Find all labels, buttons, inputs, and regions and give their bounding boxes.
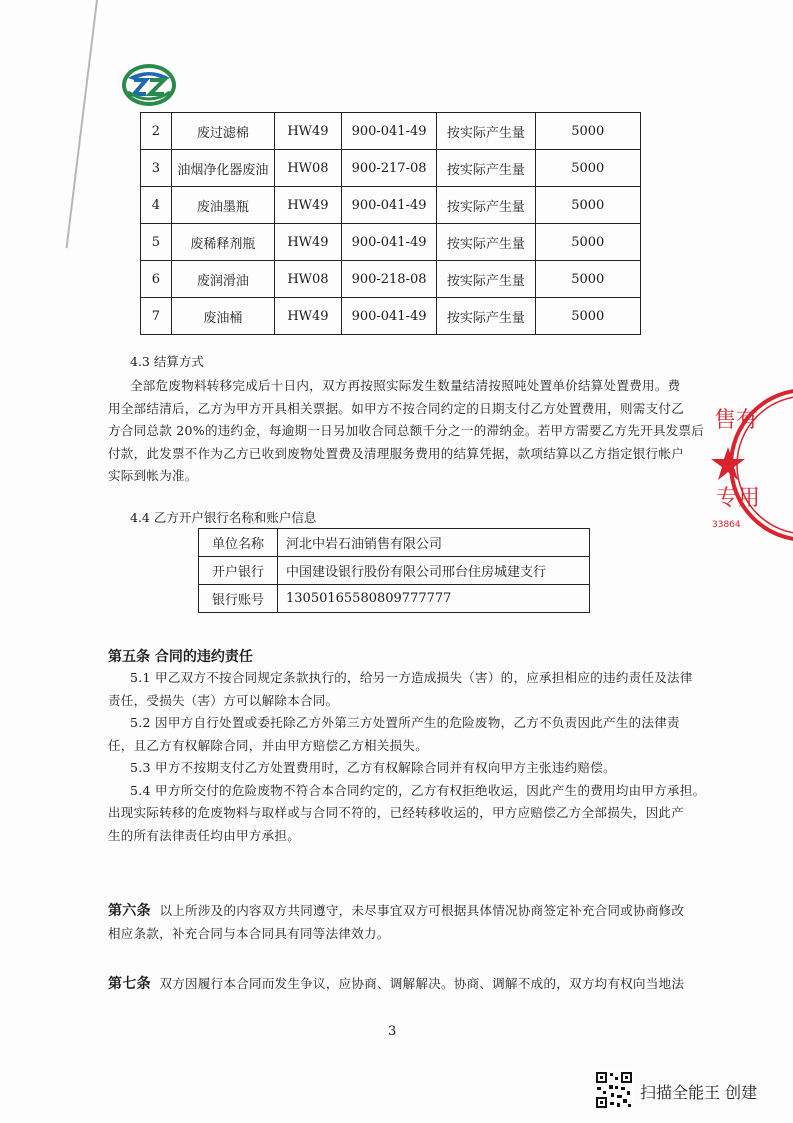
bank-row	[199, 585, 590, 613]
article-5-heading: 第五条 合同的违约责任	[108, 649, 253, 665]
bank-key: 开户银行	[199, 557, 278, 585]
bank-info-table	[198, 528, 590, 613]
article-5-line: 5.3 甲方不按期支付乙方处置费用时，乙方有权解除合同并有权向甲方主张违约赔偿。	[130, 760, 616, 775]
svg-text:33864: 33864	[712, 520, 741, 530]
waste-name: 废润滑油	[171, 261, 274, 298]
row-number: 3	[141, 150, 172, 187]
waste-code: 900-217-08	[341, 150, 436, 187]
red-seal-stamp-icon	[706, 385, 793, 545]
waste-category: HW08	[275, 261, 342, 298]
article-5-line: 5.4 甲方所交付的危险废物不符合本合同约定的，乙方有权拒绝收运，因此产生的费用均由甲方承担。	[130, 782, 706, 798]
waste-name: 废稀释剂瓶	[171, 224, 274, 261]
article-5-body	[108, 667, 706, 847]
article-7-text: 双方因履行本合同而发生争议，应协商、调解解决。协商、调解不成的，双方均有权向当地法	[159, 976, 685, 991]
article-6	[108, 900, 688, 945]
quantity-mode: 按实际产生量	[437, 187, 535, 224]
article-7-heading: 第七条	[108, 976, 151, 992]
row-number: 2	[141, 113, 172, 150]
table-row	[141, 187, 641, 224]
waste-table	[140, 112, 641, 335]
waste-name: 废油墨瓶	[171, 187, 274, 224]
row-number: 5	[141, 224, 172, 261]
table-row	[141, 224, 641, 261]
qr-code-icon	[595, 1071, 633, 1109]
waste-code: 900-041-49	[341, 187, 436, 224]
company-logo-icon	[120, 58, 178, 108]
article-5-line: 生的所有法律责任均由甲方承担。	[108, 827, 301, 843]
section-4-4-title: 4.4 乙方开户银行名称和账户信息	[130, 510, 317, 525]
waste-category: HW49	[275, 187, 342, 224]
bank-key: 银行账号	[199, 585, 278, 613]
waste-category: HW49	[275, 298, 342, 335]
bank-value: 河北中岩石油销售有限公司	[278, 529, 590, 557]
quantity-mode: 按实际产生量	[437, 298, 535, 335]
amount: 5000	[535, 298, 640, 335]
article-5-line: 责任，受损失（害）方可以解除本合同。	[108, 692, 339, 708]
article-6-line: 以上所涉及的内容双方共同遵守，未尽事宜双方可根据具体情况协商签定补充合同或协商修改	[159, 903, 685, 918]
table-row	[141, 261, 641, 298]
article-5-line: 5.1 甲乙双方不按合同规定条款执行的，给另一方造成损失（害）的，应承担相应的违约责任及法律	[130, 670, 693, 685]
waste-code: 900-041-49	[341, 224, 436, 261]
waste-code: 900-041-49	[341, 113, 436, 150]
article-7	[108, 973, 688, 996]
amount: 5000	[535, 150, 640, 187]
page-number: 3	[388, 1024, 397, 1039]
bank-key: 单位名称	[199, 529, 278, 557]
article-6-heading: 第六条	[108, 903, 151, 919]
amount: 5000	[535, 261, 640, 298]
svg-text:专用: 专用	[716, 486, 761, 511]
scanner-watermark: 扫描全能王 创建	[640, 1083, 758, 1102]
table-row	[141, 298, 641, 335]
row-number: 6	[141, 261, 172, 298]
quantity-mode: 按实际产生量	[437, 150, 535, 187]
table-row	[141, 113, 641, 150]
table-row	[141, 150, 641, 187]
section-4-3-line: 用全部结清后，乙方为甲方开具相关票据。如甲方不按合同约定的日期支付乙方处置费用，则需支付乙	[108, 400, 685, 416]
amount: 5000	[535, 187, 640, 224]
waste-category: HW49	[275, 113, 342, 150]
quantity-mode: 按实际产生量	[437, 113, 535, 150]
article-5-line: 任，且乙方有权解除合同，并由甲方赔偿乙方相关损失。	[108, 737, 429, 753]
bank-value: 13050165580809777777	[278, 585, 590, 613]
section-4-3-line: 方合同总款 20%的违约金，每逾期一日另加收合同总额千分之一的滞纳金。若甲方需要乙方先开具发票后	[108, 423, 705, 438]
amount: 5000	[535, 224, 640, 261]
waste-category: HW49	[275, 224, 342, 261]
section-4-3-line: 实际到帐为准。	[108, 468, 198, 483]
bank-value: 中国建设银行股份有限公司邢台住房城建支行	[278, 557, 590, 585]
quantity-mode: 按实际产生量	[437, 261, 535, 298]
section-4-3-line: 付款，此发票不作为乙方已收到废物处置费及清理服务费用的结算凭据，款项结算以乙方指定银行帐户	[108, 445, 685, 461]
article-5-line: 出现实际转移的危废物料与取样或与合同不符的，已经转移收运的，甲方应赔偿乙方全部损失，因此产	[108, 805, 685, 820]
section-4-3-body	[108, 375, 705, 488]
svg-text:售有: 售有	[714, 408, 759, 433]
waste-code: 900-218-08	[341, 261, 436, 298]
article-5-line: 5.2 因甲方自行处置或委托除乙方外第三方处置所产生的危险废物，乙方不负责因此产生的法律责	[130, 715, 680, 730]
row-number: 7	[141, 298, 172, 335]
bank-row	[199, 557, 590, 585]
amount: 5000	[535, 113, 640, 150]
article-6-line: 相应条款，补充合同与本合同具有同等法律效力。	[108, 925, 390, 941]
section-4-3-line: 全部危废物料转移完成后十日内，双方再按照实际发生数量结清按照吨处置单价结算处置费用。费	[130, 378, 681, 393]
waste-code: 900-041-49	[341, 298, 436, 335]
waste-category: HW08	[275, 150, 342, 187]
waste-name: 废油桶	[171, 298, 274, 335]
quantity-mode: 按实际产生量	[437, 224, 535, 261]
waste-name: 废过滤棉	[171, 113, 274, 150]
waste-name: 油烟净化器废油	[171, 150, 274, 187]
bank-row	[199, 529, 590, 557]
row-number: 4	[141, 187, 172, 224]
section-4-3-title: 4.3 结算方式	[130, 354, 204, 369]
